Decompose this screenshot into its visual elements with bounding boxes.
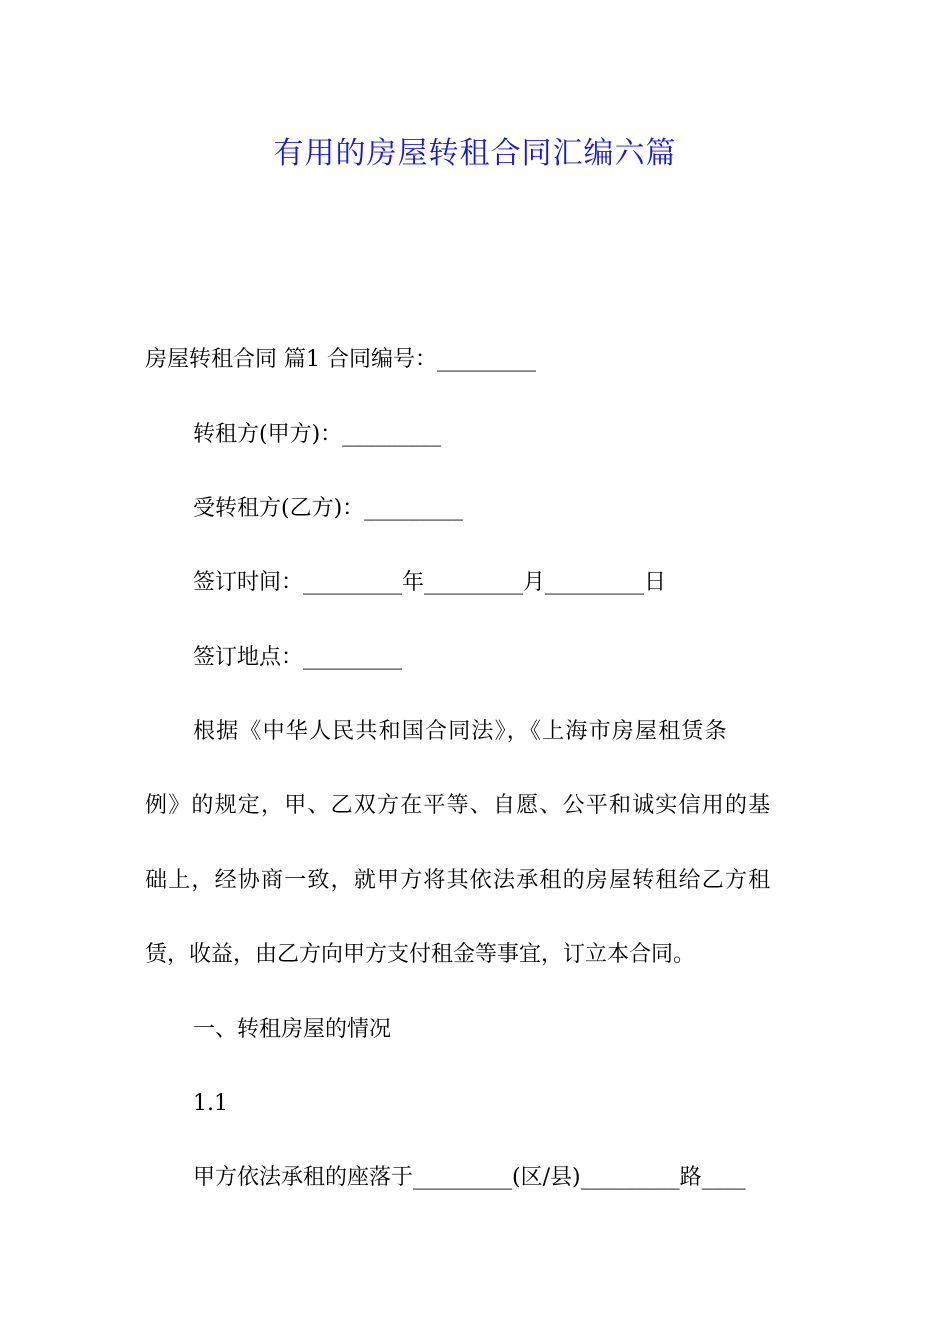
clause-number: 1.1 — [193, 1091, 228, 1116]
section-heading: 一、转租房屋的情况 — [193, 1017, 392, 1042]
contract-heading-line: 房屋转租合同 篇1 合同编号：_________ — [145, 347, 536, 372]
sublessor-line: 转租方(甲方)：_________ — [193, 422, 442, 447]
paragraph-line: 根据《中华人民共和国合同法》，《上海市房屋租赁条 — [193, 719, 728, 744]
document-title: 有用的房屋转租合同汇编六篇 — [273, 136, 677, 171]
clause-text: 甲方依法承租的座落于_________(区/县)_________路____ — [193, 1165, 746, 1190]
sublessee-line: 受转租方(乙方)：_________ — [193, 496, 464, 521]
paragraph-line: 础上，经协商一致，就甲方将其依法承租的房屋转租给乙方租 — [145, 868, 772, 893]
paragraph-line: 例》的规定，甲、乙双方在平等、自愿、公平和诚实信用的基 — [145, 793, 772, 818]
paragraph-line: 赁，收益，由乙方向甲方支付租金等事宜，订立本合同。 — [145, 942, 696, 967]
signing-place-line: 签订地点：_________ — [193, 645, 403, 670]
signing-date-line: 签订时间：_________年_________月_________日 — [193, 570, 667, 595]
